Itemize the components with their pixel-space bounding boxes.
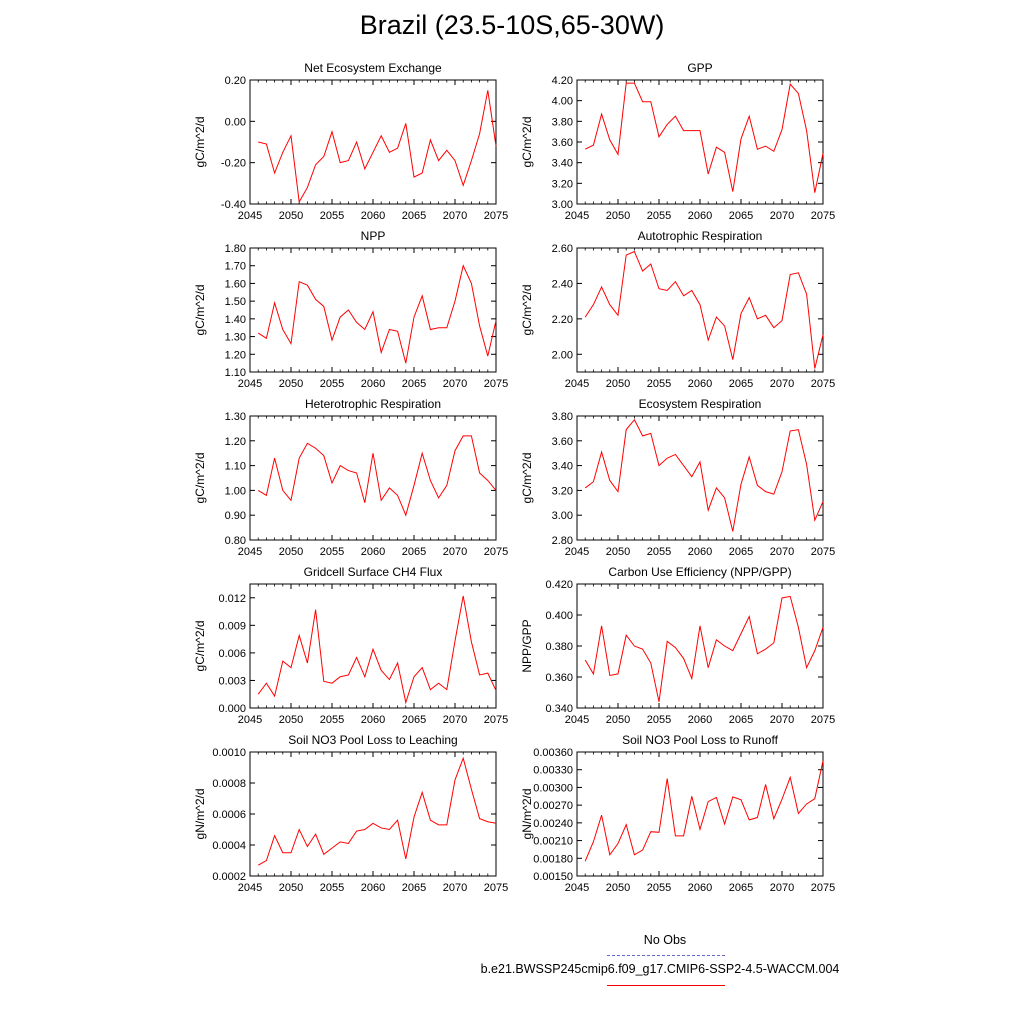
x-tick-label: 2055 bbox=[319, 210, 345, 222]
x-tick-label: 2045 bbox=[237, 378, 263, 390]
y-tick-label: 0.00 bbox=[224, 116, 246, 129]
series-line bbox=[585, 252, 823, 369]
y-axis-label: gC/m^2/d bbox=[193, 452, 207, 504]
plot-frame bbox=[250, 248, 496, 372]
plot-frame bbox=[250, 416, 496, 540]
x-tick-label: 2055 bbox=[646, 714, 672, 726]
chart-title: Soil NO3 Pool Loss to Runoff bbox=[622, 733, 778, 747]
x-tick-label: 2070 bbox=[769, 714, 795, 726]
chart-title: Heterotrophic Respiration bbox=[304, 397, 442, 411]
x-tick-label: 2065 bbox=[728, 210, 754, 222]
y-tick-label: 1.20 bbox=[224, 435, 246, 448]
x-tick-label: 2070 bbox=[769, 378, 795, 390]
y-axis-label: gC/m^2/d bbox=[520, 116, 534, 168]
y-tick-label: 3.20 bbox=[551, 178, 573, 191]
y-tick-label: 0.20 bbox=[224, 75, 246, 87]
x-tick-label: 2075 bbox=[810, 714, 836, 726]
y-tick-label: 0.0006 bbox=[212, 809, 246, 821]
chart-title: Soil NO3 Pool Loss to Leaching bbox=[288, 733, 458, 747]
x-tick-label: 2065 bbox=[728, 378, 754, 390]
x-tick-label: 2070 bbox=[442, 378, 468, 390]
x-tick-label: 2060 bbox=[687, 546, 713, 558]
y-tick-label: 1.30 bbox=[224, 411, 246, 423]
chart-panel bbox=[193, 733, 508, 894]
x-tick-label: 2050 bbox=[605, 882, 631, 894]
x-tick-label: 2050 bbox=[278, 210, 304, 222]
x-tick-label: 2065 bbox=[401, 210, 427, 222]
legend-obs-label: No Obs bbox=[643, 933, 687, 947]
chart-panel bbox=[520, 397, 835, 558]
x-tick-label: 2050 bbox=[278, 378, 304, 390]
x-tick-label: 2045 bbox=[564, 714, 590, 726]
y-tick-label: 3.40 bbox=[551, 460, 573, 473]
chart-title: Autotrophic Respiration bbox=[637, 229, 763, 243]
y-tick-label: 2.40 bbox=[551, 278, 573, 291]
y-tick-label: 0.00210 bbox=[533, 835, 573, 848]
x-tick-label: 2075 bbox=[483, 210, 509, 222]
y-tick-label: -0.20 bbox=[220, 157, 246, 170]
x-tick-label: 2075 bbox=[810, 882, 836, 894]
chart-panel bbox=[520, 565, 835, 726]
x-tick-label: 2045 bbox=[564, 882, 590, 894]
y-tick-label: 3.80 bbox=[551, 116, 573, 129]
y-tick-label: 1.10 bbox=[224, 460, 246, 473]
plot-frame bbox=[577, 752, 823, 876]
y-tick-label: 0.0004 bbox=[212, 840, 246, 852]
x-tick-label: 2045 bbox=[564, 378, 590, 390]
x-tick-label: 2060 bbox=[360, 714, 386, 726]
y-tick-label: 0.009 bbox=[218, 620, 246, 633]
x-tick-label: 2070 bbox=[442, 882, 468, 894]
page-title: Brazil (23.5-10S,65-30W) bbox=[359, 10, 665, 40]
plot-frame bbox=[577, 584, 823, 708]
x-tick-label: 2055 bbox=[646, 546, 672, 558]
y-axis-label: gC/m^2/d bbox=[193, 620, 207, 672]
x-tick-label: 2050 bbox=[278, 714, 304, 726]
y-tick-label: 0.00330 bbox=[533, 764, 573, 777]
y-tick-label: 3.60 bbox=[551, 137, 573, 149]
y-tick-label: 4.20 bbox=[551, 75, 573, 87]
chart-title: Ecosystem Respiration bbox=[638, 397, 762, 411]
y-axis-label: gC/m^2/d bbox=[193, 116, 207, 168]
x-tick-label: 2055 bbox=[646, 378, 672, 390]
x-tick-label: 2075 bbox=[810, 546, 836, 558]
y-tick-label: 3.60 bbox=[551, 435, 573, 448]
series-line bbox=[585, 420, 823, 532]
y-tick-label: 0.003 bbox=[218, 675, 246, 688]
y-tick-label: 1.80 bbox=[224, 243, 246, 255]
x-tick-label: 2065 bbox=[401, 378, 427, 390]
x-tick-label: 2060 bbox=[687, 882, 713, 894]
chart-panel bbox=[520, 61, 835, 222]
chart-panel bbox=[193, 229, 508, 390]
chart-title: Carbon Use Efficiency (NPP/GPP) bbox=[608, 565, 792, 579]
x-tick-label: 2075 bbox=[483, 882, 509, 894]
y-tick-label: -0.40 bbox=[220, 199, 246, 211]
y-axis-label: gC/m^2/d bbox=[193, 284, 207, 336]
y-tick-label: 0.0008 bbox=[212, 778, 246, 790]
x-tick-label: 2050 bbox=[605, 210, 631, 222]
y-tick-label: 0.00180 bbox=[533, 853, 573, 866]
x-tick-label: 2070 bbox=[442, 714, 468, 726]
x-tick-label: 2060 bbox=[687, 714, 713, 726]
y-tick-label: 0.90 bbox=[224, 510, 246, 523]
x-tick-label: 2050 bbox=[278, 882, 304, 894]
x-tick-label: 2075 bbox=[810, 378, 836, 390]
y-tick-label: 1.20 bbox=[224, 349, 246, 362]
x-tick-label: 2070 bbox=[769, 882, 795, 894]
y-axis-label: gC/m^2/d bbox=[520, 284, 534, 336]
series-line bbox=[258, 90, 496, 202]
y-tick-label: 0.420 bbox=[545, 579, 573, 591]
x-tick-label: 2070 bbox=[442, 546, 468, 558]
series-line bbox=[258, 596, 496, 703]
x-tick-label: 2055 bbox=[319, 714, 345, 726]
series-line bbox=[585, 596, 823, 701]
y-tick-label: 0.00300 bbox=[533, 782, 573, 795]
plot-frame bbox=[577, 416, 823, 540]
y-tick-label: 3.40 bbox=[551, 157, 573, 170]
y-tick-label: 1.40 bbox=[224, 313, 246, 326]
x-tick-label: 2060 bbox=[360, 882, 386, 894]
y-tick-label: 0.400 bbox=[545, 610, 573, 622]
chart-title: Gridcell Surface CH4 Flux bbox=[303, 565, 443, 579]
y-tick-label: 2.60 bbox=[551, 243, 573, 255]
plot-frame bbox=[250, 752, 496, 876]
x-tick-label: 2065 bbox=[728, 882, 754, 894]
y-tick-label: 0.00150 bbox=[533, 871, 573, 883]
y-tick-label: 3.00 bbox=[551, 510, 573, 523]
x-tick-label: 2050 bbox=[605, 714, 631, 726]
x-tick-label: 2065 bbox=[401, 882, 427, 894]
x-tick-label: 2050 bbox=[605, 546, 631, 558]
x-tick-label: 2050 bbox=[278, 546, 304, 558]
x-tick-label: 2060 bbox=[687, 378, 713, 390]
y-tick-label: 3.80 bbox=[551, 411, 573, 423]
series-line bbox=[258, 758, 496, 865]
y-tick-label: 1.30 bbox=[224, 331, 246, 344]
chart-panel bbox=[193, 397, 508, 558]
x-tick-label: 2075 bbox=[810, 210, 836, 222]
y-tick-label: 0.80 bbox=[224, 535, 246, 547]
x-tick-label: 2075 bbox=[483, 546, 509, 558]
chart-panel bbox=[193, 61, 508, 222]
plot-frame bbox=[250, 80, 496, 204]
y-tick-label: 0.360 bbox=[545, 672, 573, 684]
y-tick-label: 2.00 bbox=[551, 349, 573, 362]
y-tick-label: 0.00360 bbox=[533, 747, 573, 759]
y-tick-label: 1.70 bbox=[224, 260, 246, 273]
y-axis-label: NPP/GPP bbox=[520, 619, 534, 673]
y-tick-label: 3.00 bbox=[551, 199, 573, 211]
x-tick-label: 2065 bbox=[728, 546, 754, 558]
x-tick-label: 2045 bbox=[237, 714, 263, 726]
x-tick-label: 2070 bbox=[769, 546, 795, 558]
y-tick-label: 1.60 bbox=[224, 278, 246, 291]
x-tick-label: 2060 bbox=[360, 210, 386, 222]
x-tick-label: 2055 bbox=[319, 882, 345, 894]
x-tick-label: 2045 bbox=[237, 882, 263, 894]
y-tick-label: 0.012 bbox=[218, 592, 246, 605]
series-line bbox=[258, 266, 496, 363]
x-tick-label: 2060 bbox=[687, 210, 713, 222]
y-tick-label: 1.00 bbox=[224, 485, 246, 498]
chart-panel bbox=[193, 565, 508, 726]
y-tick-label: 0.0002 bbox=[212, 871, 246, 883]
x-tick-label: 2055 bbox=[319, 378, 345, 390]
x-tick-label: 2045 bbox=[564, 210, 590, 222]
y-axis-label: gN/m^2/d bbox=[520, 788, 534, 840]
y-tick-label: 2.80 bbox=[551, 535, 573, 547]
x-tick-label: 2070 bbox=[769, 210, 795, 222]
x-tick-label: 2060 bbox=[360, 378, 386, 390]
series-line bbox=[585, 83, 823, 193]
x-tick-label: 2045 bbox=[237, 546, 263, 558]
y-tick-label: 4.00 bbox=[551, 95, 573, 108]
series-line bbox=[258, 436, 496, 515]
plot-frame bbox=[250, 584, 496, 708]
y-tick-label: 0.000 bbox=[218, 703, 246, 715]
x-tick-label: 2065 bbox=[401, 546, 427, 558]
y-tick-label: 0.0010 bbox=[212, 747, 246, 759]
chart-title: GPP bbox=[687, 61, 713, 75]
y-tick-label: 2.20 bbox=[551, 313, 573, 326]
x-tick-label: 2060 bbox=[360, 546, 386, 558]
legend-model-line bbox=[607, 985, 725, 986]
y-tick-label: 0.340 bbox=[545, 703, 573, 715]
y-tick-label: 0.006 bbox=[218, 647, 246, 660]
y-tick-label: 0.00240 bbox=[533, 817, 573, 830]
y-axis-label: gC/m^2/d bbox=[520, 452, 534, 504]
x-tick-label: 2050 bbox=[605, 378, 631, 390]
y-axis-label: gN/m^2/d bbox=[193, 788, 207, 840]
legend-obs-line bbox=[607, 955, 725, 956]
x-tick-label: 2075 bbox=[483, 714, 509, 726]
series-line bbox=[585, 761, 823, 861]
x-tick-label: 2055 bbox=[646, 882, 672, 894]
y-tick-label: 3.20 bbox=[551, 485, 573, 498]
chart-title: NPP bbox=[360, 229, 386, 243]
legend-model-label: b.e21.BWSSP245cmip6.f09_g17.CMIP6-SSP2-4.5-WACCM.004 bbox=[480, 962, 840, 976]
plot-frame bbox=[577, 80, 823, 204]
y-tick-label: 1.10 bbox=[224, 367, 246, 379]
x-tick-label: 2055 bbox=[319, 546, 345, 558]
x-tick-label: 2065 bbox=[401, 714, 427, 726]
y-tick-label: 0.380 bbox=[545, 641, 573, 653]
x-tick-label: 2075 bbox=[483, 378, 509, 390]
y-tick-label: 1.50 bbox=[224, 296, 246, 309]
x-tick-label: 2045 bbox=[564, 546, 590, 558]
chart-title: Net Ecosystem Exchange bbox=[304, 61, 442, 75]
chart-panel bbox=[520, 229, 835, 390]
x-tick-label: 2070 bbox=[442, 210, 468, 222]
y-tick-label: 0.00270 bbox=[533, 800, 573, 813]
chart-panel bbox=[520, 733, 835, 894]
x-tick-label: 2065 bbox=[728, 714, 754, 726]
x-tick-label: 2055 bbox=[646, 210, 672, 222]
x-tick-label: 2045 bbox=[237, 210, 263, 222]
